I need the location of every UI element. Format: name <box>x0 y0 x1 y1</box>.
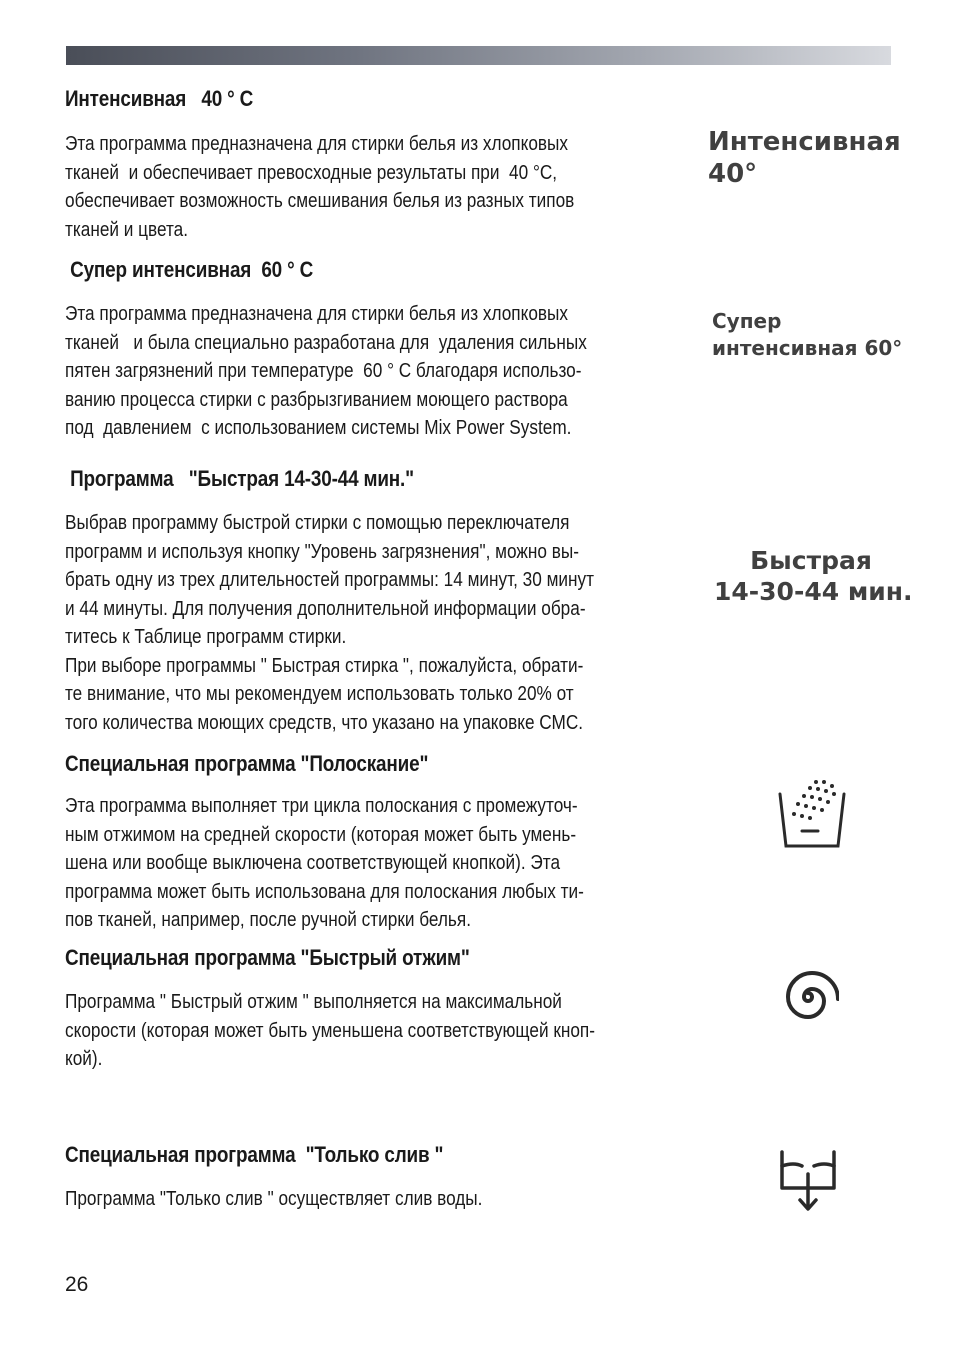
text-line: тканей и обеспечивает превосходные результаты при 40 °С, <box>65 161 558 184</box>
spin-icon <box>777 966 839 1028</box>
text-line: тканей и цвета. <box>65 218 189 241</box>
text-line: программа может быть использована для полоскания любых ти- <box>65 880 584 903</box>
text-line: титесь к Таблице программ стирки. <box>65 626 347 648</box>
label-line: Быстрая <box>750 546 872 575</box>
drain-icon <box>776 1148 840 1214</box>
text-line: обеспечивает возможность смешивания белья из разных типов <box>65 190 575 212</box>
text-line: брать одну из трех длительностей программы: 14 минут, 30 минут <box>65 569 594 591</box>
program-label-super-intensive-60 <box>712 308 902 362</box>
label-line: Супер <box>712 309 782 333</box>
text-line: под давлением с использованием системы Mix Power System. <box>65 417 572 439</box>
page-number: 26 <box>65 1273 89 1296</box>
text-line: Эта программа предназначена для стирки белья из хлопковых <box>65 303 568 325</box>
section-text-super-intensive-60 <box>65 300 701 443</box>
section-text-intensive-40 <box>65 130 701 244</box>
program-label-quick-wash <box>714 545 913 607</box>
text-line: пятен загрязнений при температуре 60 ° С благодаря использо- <box>65 360 582 382</box>
section-heading-rinse: Специальная программа "Полоскание" <box>65 751 429 776</box>
section-heading-quick-wash: Программа "Быстрая 14-30-44 мин." <box>65 466 414 491</box>
section-text-quick-spin <box>65 988 701 1074</box>
text-line: те внимание, что мы рекомендуем использовать только 20% от <box>65 683 574 705</box>
text-line: Программа "Только слив " осуществляет слив воды. <box>65 1188 483 1210</box>
section-text-quick-wash <box>65 509 701 737</box>
rinse-icon <box>772 776 848 850</box>
section-heading-drain: Специальная программа "Только слив " <box>65 1142 444 1167</box>
label-line: Интенсивная <box>708 127 901 157</box>
header-bar <box>66 46 891 65</box>
label-line: 14-30-44 мин. <box>714 577 913 606</box>
section-heading-intensive-40: Интенсивная 40 ° С <box>65 86 254 111</box>
text-line: шена или вообще выключена соответствующей кнопкой). Эта <box>65 852 561 874</box>
text-line: кой). <box>65 1048 103 1070</box>
label-line: интенсивная 60° <box>712 336 903 360</box>
section-heading-quick-spin: Специальная программа "Быстрый отжим" <box>65 945 470 970</box>
text-line: скорости (которая может быть уменьшена соответствующей кноп- <box>65 1019 595 1042</box>
text-line: того количества моющих средств, что указано на упаковке СМС. <box>65 711 584 734</box>
text-line: пов тканей, например, после ручной стирки белья. <box>65 909 472 931</box>
text-line: Эта программа предназначена для стирки белья из хлопковых <box>65 133 568 155</box>
text-line: Программа " Быстрый отжим " выполняется на максимальной <box>65 991 562 1013</box>
section-text-drain <box>65 1185 701 1214</box>
text-line: Эта программа выполняет три цикла полоскания с промежуточ- <box>65 795 578 817</box>
text-line: Выбрав программу быстрой стирки с помощью переключателя <box>65 512 570 534</box>
text-line: программ и используя кнопку "Уровень загрязнения", можно вы- <box>65 540 579 563</box>
text-line: ным отжимом на средней скорости (которая может быть умень- <box>65 823 577 846</box>
text-line: тканей и была специально разработана для удаления сильных <box>65 331 587 354</box>
text-line: и 44 минуты. Для получения дополнительной информации обра- <box>65 597 586 620</box>
program-label-intensive-40 <box>708 126 901 190</box>
label-line: 40° <box>708 159 758 189</box>
section-heading-super-intensive-60: Супер интенсивная 60 ° С <box>65 257 314 282</box>
section-text-rinse <box>65 792 701 935</box>
text-line: ванию процесса стирки с разбрызгиванием моющего раствора <box>65 388 568 411</box>
text-line: При выборе программы " Быстрая стирка ", пожалуйста, обрати- <box>65 654 584 677</box>
